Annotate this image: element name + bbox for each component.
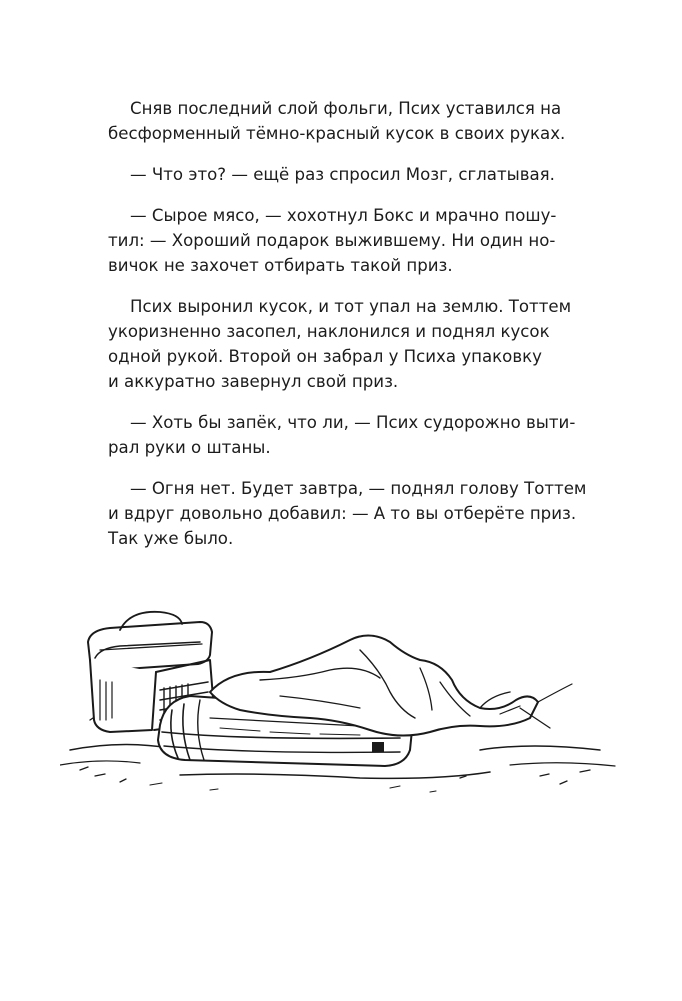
paragraph-5	[108, 410, 580, 460]
paragraph-6	[108, 476, 587, 551]
paragraph-line: — Что это? — ещё раз спросил Мозг, сглатывая.	[130, 165, 555, 184]
paragraph-1	[108, 96, 580, 146]
paragraph-line: рал руки о штаны.	[108, 438, 271, 457]
paragraph-3	[108, 203, 580, 278]
paragraph-line: и вдруг довольно добавил: — А то вы отберёте приз.	[108, 504, 577, 523]
paragraph-line: — Огня нет. Будет завтра, — поднял голову Тоттем	[130, 479, 587, 498]
paragraph-line: укоризненно засопел, наклонился и поднял кусок	[108, 322, 550, 341]
paragraph-line: одной рукой. Второй он забрал у Психа упаковку	[108, 347, 542, 366]
paragraph-2	[108, 162, 580, 187]
paragraph-line: — Хоть бы запёк, что ли, — Псих судорожно выти-	[130, 413, 576, 432]
sleeping-bag-illustration	[60, 600, 620, 800]
paragraph-4	[108, 294, 580, 394]
paragraph-line: — Сырое мясо, — хохотнул Бокс и мрачно пошу-	[130, 206, 557, 225]
paragraph-line: бесформенный тёмно-красный кусок в своих руках.	[108, 124, 566, 143]
paragraph-line: тил: — Хороший подарок выжившему. Ни один но-	[108, 231, 556, 250]
paragraph-line: и аккуратно завернул свой приз.	[108, 372, 399, 391]
paragraph-line: Так уже было.	[108, 529, 234, 548]
paragraph-line: Псих выронил кусок, и тот упал на землю. Тоттем	[130, 297, 572, 316]
paragraph-line: вичок не захочет отбирать такой приз.	[108, 256, 453, 275]
paragraph-line: Сняв последний слой фольги, Псих уставился на	[130, 99, 562, 118]
text-block	[108, 96, 587, 567]
